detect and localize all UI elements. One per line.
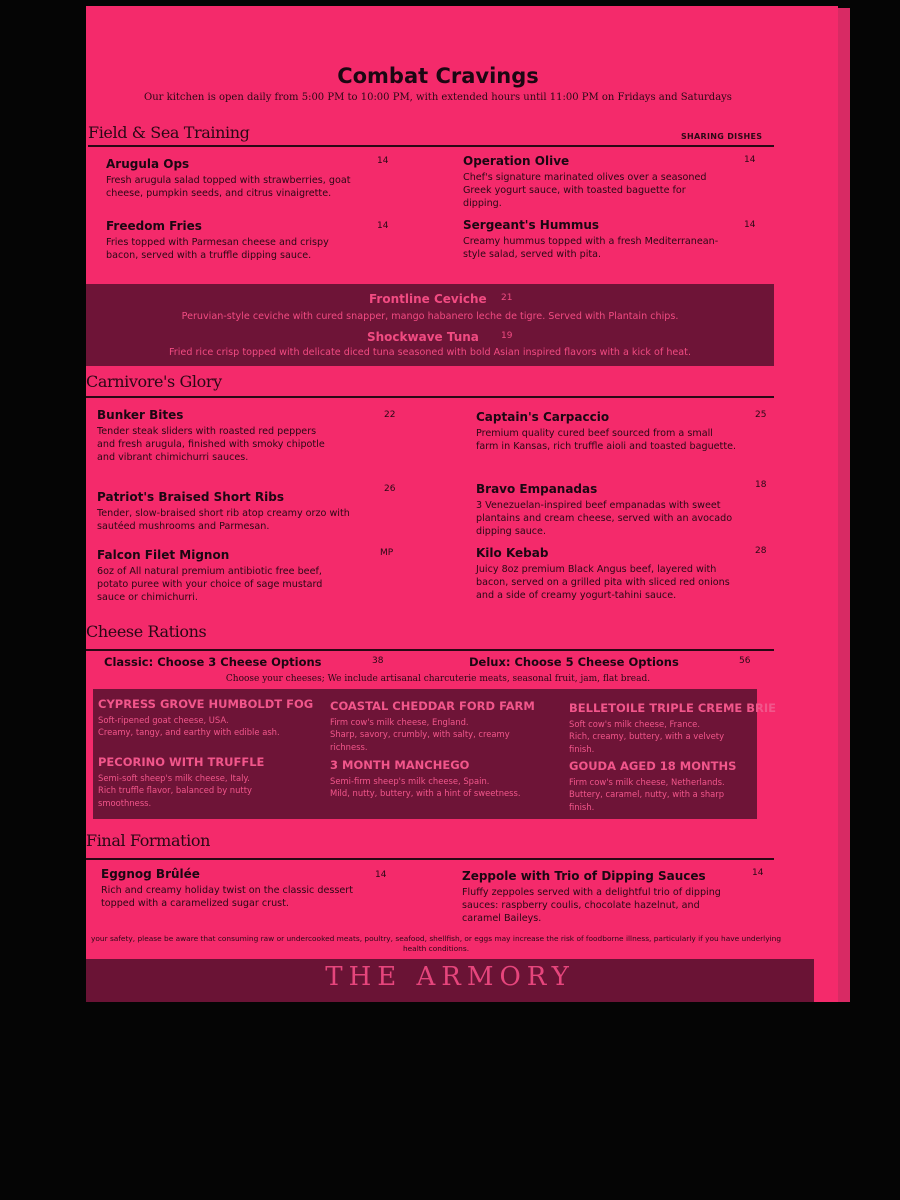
item-price: 14 [744, 220, 756, 230]
cheese-option [98, 755, 298, 809]
menu-item [97, 548, 347, 605]
cheese-origin: Firm cow's milk cheese, England. [330, 717, 469, 727]
item-description: Creamy hummus topped with a fresh Mediterranean-style salad, served with pita. [463, 236, 719, 261]
item-description: Fluffy zeppoles served with a delightful trio of dipping sauces: raspberry coulis, chocolate hazelnut, and caramel Baileys. [462, 887, 721, 925]
item-price: 14 [752, 868, 764, 878]
cheese-flavor: Rich truffle flavor, balanced by nutty smoothness. [98, 785, 252, 808]
menu-item [476, 482, 738, 539]
featured-item-name: Frontline Ceviche [369, 292, 487, 306]
item-name: Arugula Ops [106, 157, 190, 171]
item-name: Kilo Kebab [476, 546, 549, 560]
cheese-option [569, 759, 749, 813]
cheese-origin: Semi-soft sheep's milk cheese, Italy. [98, 773, 250, 783]
cheese-choose-note: Choose your cheeses; We include artisanal charcuterie meats, seasonal fruit, jam, flat bread. [225, 674, 651, 684]
menu-edge-shadow [838, 8, 850, 1002]
menu-item [97, 408, 337, 465]
menu-item [106, 157, 356, 200]
section-divider [86, 396, 774, 398]
item-description: 6oz of All natural premium antibiotic free beef, potato puree with your choice of sage mustard sauce or chimichurri. [97, 566, 323, 604]
item-description: Tender steak sliders with roasted red peppers and fresh arugula, finished with smoky chipotle and vibrant chimichurri sauces. [97, 426, 325, 464]
classic-option-price: 38 [372, 656, 384, 666]
item-name: Patriot's Braised Short Ribs [97, 490, 284, 504]
cheese-name: COASTAL CHEDDAR FORD FARM [330, 699, 535, 713]
item-description: Chef's signature marinated olives over a seasoned Greek yogurt sauce, with toasted baguette for dipping. [463, 172, 707, 210]
item-description: Fries topped with Parmesan cheese and crispy bacon, served with a truffle dipping sauce. [106, 237, 329, 262]
delux-option-label: Delux: Choose 5 Cheese Options [469, 655, 679, 669]
item-price: 14 [377, 156, 389, 166]
cheese-name: 3 MONTH MANCHEGO [330, 758, 470, 772]
cheese-origin: Firm cow's milk cheese, Netherlands. [569, 777, 725, 787]
item-price: 14 [375, 870, 387, 880]
cheese-origin: Soft cow's milk cheese, France. [569, 719, 700, 729]
kitchen-hours: Our kitchen is open daily from 5:00 PM to 10:00 PM, with extended hours until 11:00 PM on Fridays and Saturdays [144, 92, 732, 103]
cheese-flavor: Buttery, caramel, nutty, with a sharp finish. [569, 789, 725, 812]
item-price: 22 [384, 410, 396, 420]
sharing-dishes-tag: SHARING DISHES [681, 132, 763, 141]
item-name: Sergeant's Hummus [463, 218, 600, 232]
item-price: 18 [755, 480, 767, 490]
food-safety-disclaimer: your safety, please be aware that consuming raw or undercooked meats, poultry, seafood, shellfish, or eggs may increase the risk of foodborne illness, particularly if you have underlying health conditions. [90, 934, 782, 953]
menu-item [106, 219, 356, 262]
section-divider [88, 145, 774, 147]
featured-item-name: Shockwave Tuna [367, 330, 479, 344]
cheese-name: PECORINO WITH TRUFFLE [98, 755, 265, 769]
cheese-option [98, 697, 318, 739]
section-title-carnivore: Carnivore's Glory [86, 372, 222, 391]
item-name: Bunker Bites [97, 408, 184, 422]
menu-item [476, 546, 738, 603]
menu-item [97, 490, 357, 533]
featured-item-price: 21 [501, 293, 513, 303]
item-description: Juicy 8oz premium Black Angus beef, layered with bacon, served on a grilled pita with sliced red onions and a side of creamy yogurt-tahini sauce. [476, 564, 730, 602]
item-price: 28 [755, 546, 767, 556]
cheese-name: BELLETOILE TRIPLE CREME BRIE [569, 701, 777, 715]
menu-title: Combat Cravings [337, 64, 539, 88]
cheese-origin: Semi-firm sheep's milk cheese, Spain. [330, 776, 490, 786]
cheese-flavor: Rich, creamy, buttery, with a velvety finish. [569, 731, 725, 754]
item-name: Bravo Empanadas [476, 482, 598, 496]
item-name: Operation Olive [463, 154, 570, 168]
cheese-origin: Soft-ripened goat cheese, USA. [98, 715, 229, 725]
section-title-cheese: Cheese Rations [86, 622, 207, 641]
item-name: Zeppole with Trio of Dipping Sauces [462, 869, 706, 883]
cheese-flavor: Creamy, tangy, and earthy with edible ash. [98, 727, 280, 738]
item-description: 3 Venezuelan-inspired beef empanadas with sweet plantains and cream cheese, served with an avocado dipping sauce. [476, 500, 733, 538]
item-name: Captain's Carpaccio [476, 410, 610, 424]
menu-item [101, 867, 371, 910]
section-title-field-sea: Field & Sea Training [88, 123, 250, 142]
cheese-option [330, 699, 535, 753]
section-divider [86, 649, 774, 651]
item-name: Falcon Filet Mignon [97, 548, 230, 562]
menu-item [463, 218, 725, 261]
item-description: Tender, slow-braised short rib atop creamy orzo with sautéed mushrooms and Parmesan. [97, 508, 350, 533]
delux-option-price: 56 [739, 656, 751, 666]
section-title-final-formation: Final Formation [86, 831, 210, 850]
menu-item [462, 869, 724, 926]
item-price: 14 [377, 221, 389, 231]
item-price: 25 [755, 410, 767, 420]
featured-item-description: Fried rice crisp topped with delicate diced tuna seasoned with bold Asian inspired flavors with a kick of heat. [168, 347, 691, 358]
classic-option-label: Classic: Choose 3 Cheese Options [104, 655, 322, 669]
item-description: Fresh arugula salad topped with strawberries, goat cheese, pumpkin seeds, and citrus vinaigrette. [106, 175, 351, 200]
item-name: Eggnog Brûlée [101, 867, 200, 881]
menu-card [86, 6, 838, 1002]
featured-item-description: Peruvian-style ceviche with cured snapper, mango habanero leche de tigre. Served with Plantain chips. [181, 311, 679, 322]
menu-item [476, 410, 738, 453]
item-price: MP [380, 548, 394, 558]
cheese-name: GOUDA AGED 18 MONTHS [569, 759, 737, 773]
item-description: Rich and creamy holiday twist on the classic dessert topped with a caramelized sugar crust. [101, 885, 353, 910]
item-description: Premium quality cured beef sourced from a small farm in Kansas, rich truffle aioli and toasted baguette. [476, 428, 737, 453]
item-price: 14 [744, 155, 756, 165]
cheese-option [330, 758, 530, 800]
menu-item [463, 154, 725, 211]
cheese-flavor: Sharp, savory, crumbly, with salty, creamy richness. [330, 729, 510, 752]
cheese-flavor: Mild, nutty, buttery, with a hint of sweetness. [330, 788, 521, 799]
cheese-name: CYPRESS GROVE HUMBOLDT FOG [98, 697, 314, 711]
featured-item-price: 19 [501, 331, 513, 341]
item-price: 26 [384, 484, 396, 494]
armory-logo: THE ARMORY [325, 962, 575, 992]
cheese-option [569, 701, 777, 755]
item-name: Freedom Fries [106, 219, 202, 233]
section-divider [86, 858, 774, 860]
